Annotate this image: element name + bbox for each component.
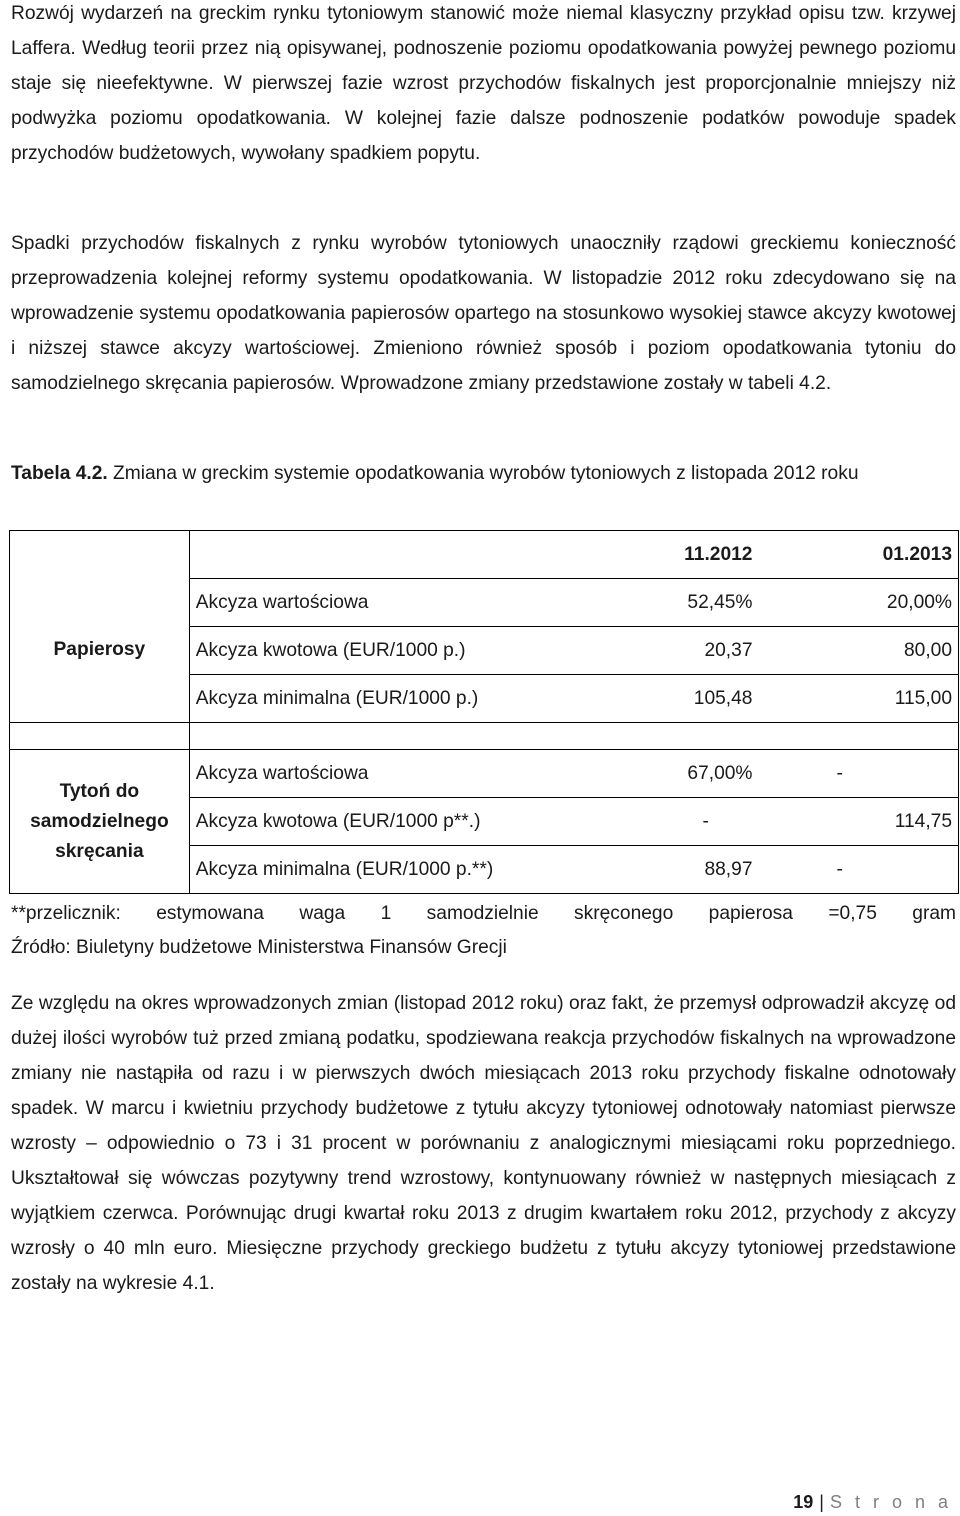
footer-separator: |: [819, 1492, 824, 1512]
table-header-empty-cat: [10, 531, 190, 579]
table-cell-value: 67,00%: [629, 750, 758, 798]
table-group-name-tobacco: [10, 750, 190, 894]
table-cell-value: 52,45%: [629, 579, 758, 627]
table-cell-value: 20,00%: [758, 579, 958, 627]
paragraph-reform: Spadki przychodów fiskalnych z rynku wyrobów tytoniowych unaoczniły rządowi greckiemu konieczność przeprowadzenia kolejnej reformy systemu opodatkowania. W listopadzie 2012 roku zdecydowano się na wprowadzenie systemu opodatkowania papierosów opartego na stosunkowo wysokiej stawce akcyzy kwotowej i niższej stawce akcyzy wartościowej. Zmieniono również sposób i poziom opodatkowania tytoniu do samodzielnego skręcania papierosów. Wprowadzone zmiany przedstawione zostały w tabeli 4.2.: [11, 233, 956, 394]
table-spacer-cell: [629, 723, 758, 750]
table-caption-text: Zmiana w greckim systemie opodatkowania wyrobów tytoniowych z listopada 2012 roku: [107, 463, 859, 484]
table-cell-value: -: [629, 798, 758, 846]
table-cell-value: 88,97: [629, 846, 758, 894]
table-header-col-2: 01.2013: [758, 531, 958, 579]
table-spacer-row: [10, 723, 959, 750]
table-header-col-1: 11.2012: [629, 531, 758, 579]
table-group-name-line: samodzielnego: [30, 810, 169, 832]
table-cell-value: 105,48: [629, 675, 758, 723]
page-number: 19: [793, 1492, 814, 1512]
table-caption: [11, 456, 956, 491]
table-cell-value: -: [758, 750, 958, 798]
table-row: [10, 579, 959, 627]
table-row-label: Akcyza kwotowa (EUR/1000 p.): [189, 627, 629, 675]
table-cell-value: 115,00: [758, 675, 958, 723]
table-header-row: [10, 531, 959, 579]
table-group-name: Papierosy: [10, 579, 190, 723]
table-caption-label: Tabela 4.2.: [11, 463, 108, 484]
paragraph-revenue: Ze względu na okres wprowadzonych zmian (listopad 2012 roku) oraz fakt, że przemysł odprowadził akcyzę od dużej ilości wyrobów tuż przed zmianą podatku, spodziewana reakcja przychodów fiskalnych na wprowadzone zmiany nie nastąpiła od razu i w pierwszych dwóch miesiącach 2013 roku przychody fiskalne odnotowały spadek. W marcu i kwietniu przychody budżetowe z tytułu akcyzy tytoniowej odnotowały natomiast pierwsze wzrosty – odpowiednio o 73 i 31 procent w porównaniu z analogicznymi miesiącami roku poprzedniego. Ukształtował się wówczas pozytywny trend wzrostowy, kontynuowany również w następnych miesiącach z wyjątkiem czerwca. Porównując drugi kwartał roku 2013 z drugim kwartałem roku 2012, przychody z akcyzy wzrosły o 40 mln euro. Miesięczne przychody greckiego budżetu z tytułu akcyzy tytoniowej przedstawione zostały na wykresie 4.1.: [11, 993, 956, 1294]
table-spacer-cell: [10, 723, 190, 750]
table-header-empty-label: [189, 531, 629, 579]
table-cell-value: -: [758, 846, 958, 894]
table-group-name-line: Tytoń do: [59, 780, 140, 802]
table-row-label: Akcyza wartościowa: [189, 579, 629, 627]
table-footnote: **przelicznik: estymowana waga 1 samodzielnie skręconego papierosa =0,75 gram: [11, 903, 956, 924]
table-row: [10, 750, 959, 798]
tax-table: [9, 530, 959, 894]
table-cell-value: 20,37: [629, 627, 758, 675]
table-row-label: Akcyza minimalna (EUR/1000 p.): [189, 675, 629, 723]
page-footer: [793, 1490, 952, 1514]
table-row-label: Akcyza minimalna (EUR/1000 p.**): [189, 846, 629, 894]
table-row-label: Akcyza kwotowa (EUR/1000 p**.): [189, 798, 629, 846]
table-spacer-cell: [758, 723, 958, 750]
footer-label: S t r o n a: [829, 1492, 952, 1512]
table-spacer-cell: [189, 723, 629, 750]
table-row-label: Akcyza wartościowa: [189, 750, 629, 798]
table-cell-value: 114,75: [758, 798, 958, 846]
table-group-name-line: skręcania: [55, 840, 144, 862]
paragraph-laffer: Rozwój wydarzeń na greckim rynku tytoniowym stanowić może niemal klasyczny przykład opisu tzw. krzywej Laffera. Według teorii przez nią opisywanej, podnoszenie poziomu opodatkowania powyżej pewnego poziomu staje się nieefektywne. W pierwszej fazie wzrost przychodów fiskalnych jest proporcjonalnie mniejszy niż podwyżka poziomu opodatkowania. W kolejnej fazie dalsze podnoszenie podatków powoduje spadek przychodów budżetowych, wywołany spadkiem popytu.: [11, 3, 956, 164]
table-cell-value: 80,00: [758, 627, 958, 675]
table-source: Źródło: Biuletyny budżetowe Ministerstwa Finansów Grecji: [11, 937, 507, 958]
